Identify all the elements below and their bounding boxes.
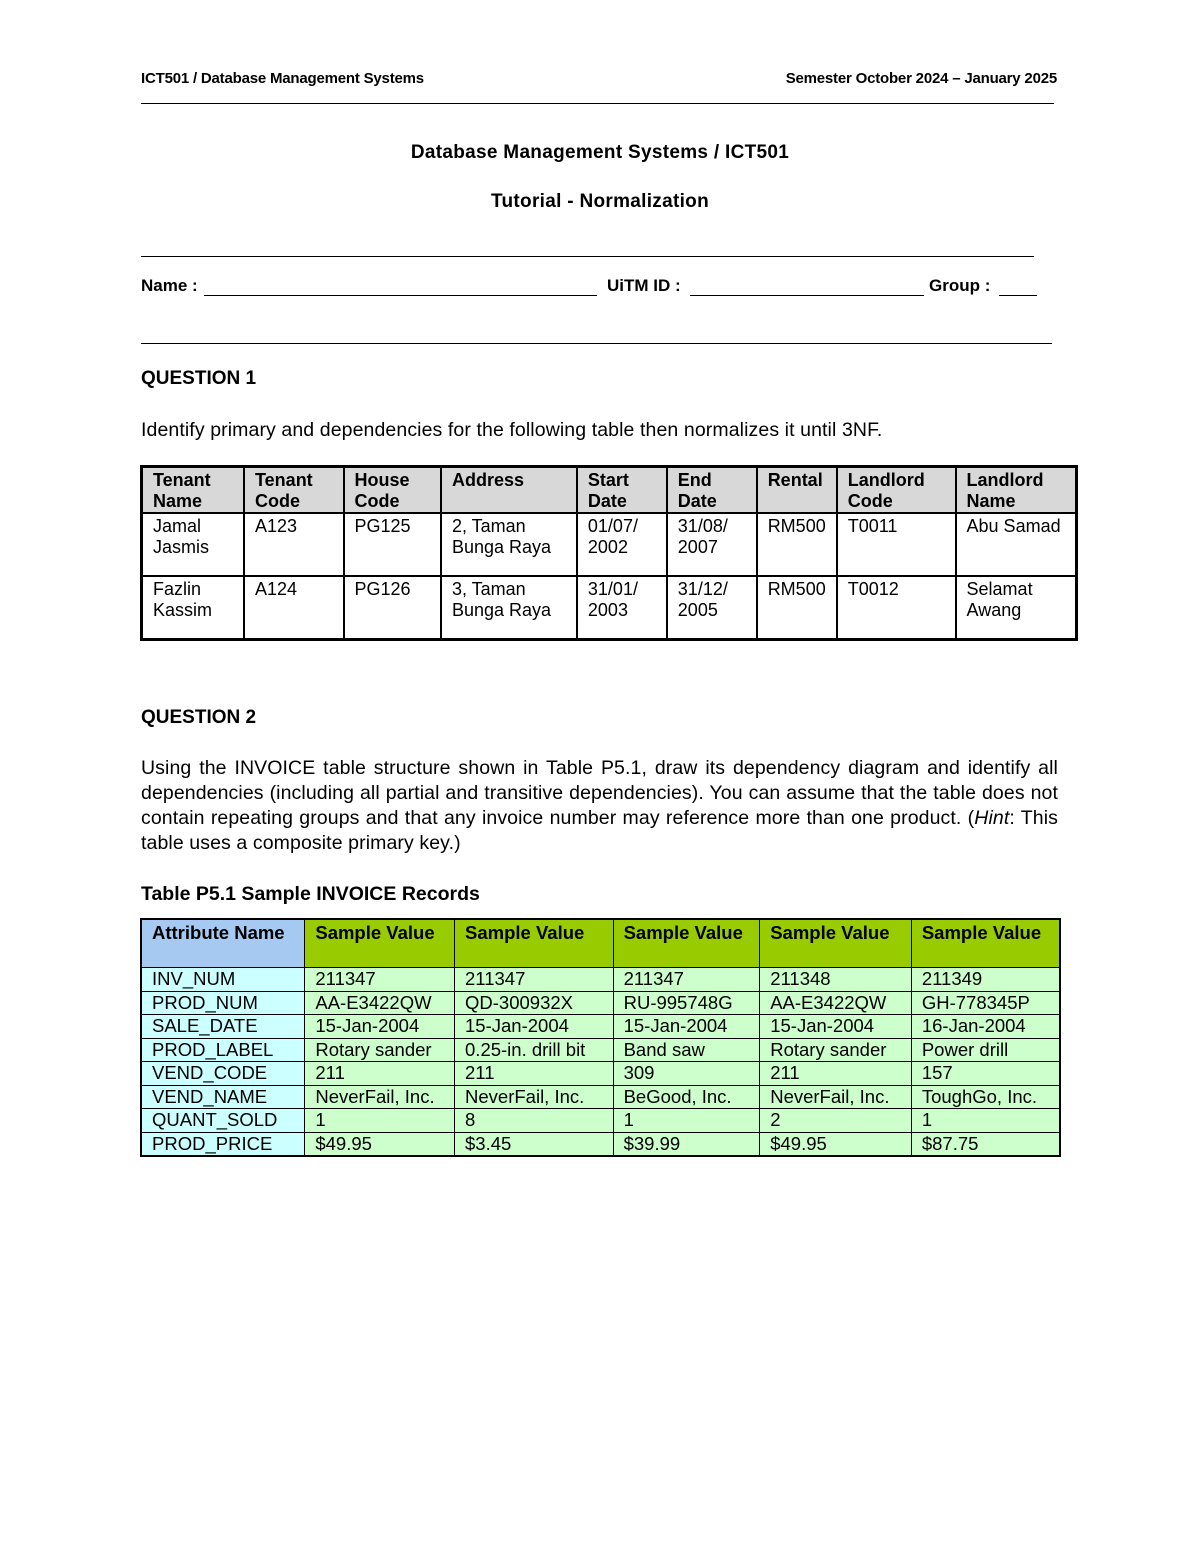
invoice-table-header: Sample Value [305, 919, 455, 968]
question-1-text: Identify primary and dependencies for the following table then normalizes it until 3NF. [141, 419, 883, 441]
invoice-table-cell: 1 [613, 1109, 760, 1133]
tenant-table-header: Start Date [577, 467, 667, 514]
invoice-table-cell: 211 [455, 1062, 614, 1086]
invoice-table-cell: VEND_CODE [141, 1062, 305, 1086]
invoice-table-cell: 15-Jan-2004 [760, 1015, 912, 1039]
invoice-table-cell: 8 [455, 1109, 614, 1133]
tenant-table-cell: PG126 [344, 576, 441, 640]
tenant-table-cell: Jamal Jasmis [142, 513, 245, 576]
table-row [141, 1038, 1060, 1062]
table-row [141, 968, 1060, 992]
invoice-table-cell: ToughGo, Inc. [911, 1085, 1060, 1109]
table-row [141, 1015, 1060, 1039]
invoice-table-header: Sample Value [613, 919, 760, 968]
tenant-table-cell: RM500 [757, 513, 837, 576]
form-bottom-rule [141, 343, 1052, 344]
question-1-heading: QUESTION 1 [141, 368, 257, 389]
invoice-table-cell: BeGood, Inc. [613, 1085, 760, 1109]
table-row [142, 576, 1077, 640]
tenant-table-header: Tenant Name [142, 467, 245, 514]
invoice-table-cell: 157 [911, 1062, 1060, 1086]
uitm-id-field[interactable] [690, 295, 924, 296]
table-caption: Table P5.1 Sample INVOICE Records [141, 883, 480, 905]
tenant-table-header: House Code [344, 467, 441, 514]
tenant-table-header: Landlord Code [837, 467, 956, 514]
invoice-table-header: Sample Value [760, 919, 912, 968]
invoice-table-cell: 211347 [613, 968, 760, 992]
tenant-table-cell: T0011 [837, 513, 956, 576]
invoice-table-header: Sample Value [911, 919, 1060, 968]
invoice-table-cell: 211347 [455, 968, 614, 992]
tenant-table-header: Rental [757, 467, 837, 514]
invoice-table-cell: $49.95 [305, 1132, 455, 1156]
tenant-table-cell: Fazlin Kassim [142, 576, 245, 640]
form-top-rule [141, 256, 1034, 257]
invoice-table-cell: 211347 [305, 968, 455, 992]
table-row [141, 1109, 1060, 1133]
tenant-table-header: End Date [667, 467, 757, 514]
question-2-text-part2: : This table uses a composite primary key.) [141, 807, 1059, 854]
tenant-table-cell: RM500 [757, 576, 837, 640]
invoice-table-cell: 15-Jan-2004 [305, 1015, 455, 1039]
invoice-table-cell: 15-Jan-2004 [455, 1015, 614, 1039]
invoice-table-cell: Band saw [613, 1038, 760, 1062]
table-row [141, 1085, 1060, 1109]
invoice-table-cell: 211 [305, 1062, 455, 1086]
tenant-table-cell: 31/12/ 2005 [667, 576, 757, 640]
tenant-table [140, 465, 1078, 641]
name-label: Name : [141, 276, 198, 295]
question-2-text-part1: Using the INVOICE table structure shown in Table P5.1, draw its dependency diagram and identify all dependencies (including all partial and transitive dependencies). You can assume that the table does not contain repeating groups and that any invoice number may reference more than one product. ( [141, 757, 1058, 829]
invoice-table-cell: 309 [613, 1062, 760, 1086]
tenant-table-header: Address [441, 467, 577, 514]
question-2-text [141, 756, 1058, 856]
invoice-table-cell: $39.99 [613, 1132, 760, 1156]
header-rule [141, 103, 1054, 104]
tenant-table-header [142, 467, 1077, 514]
hint-word: Hint [974, 807, 1010, 829]
tenant-table-cell: T0012 [837, 576, 956, 640]
group-field[interactable] [999, 295, 1037, 296]
document-title: Database Management Systems / ICT501 [410, 142, 790, 163]
invoice-table-cell: GH-778345P [911, 991, 1060, 1015]
tenant-table-header: Landlord Name [956, 467, 1077, 514]
invoice-table-header: Attribute Name [141, 919, 305, 968]
invoice-table-cell: AA-E3422QW [760, 991, 912, 1015]
tenant-table-cell: 31/08/ 2007 [667, 513, 757, 576]
table-row [141, 1132, 1060, 1156]
table-row [142, 513, 1077, 576]
header-course: ICT501 / Database Management Systems [141, 70, 424, 87]
invoice-table-cell: 211 [760, 1062, 912, 1086]
tenant-table-cell: 3, Taman Bunga Raya [441, 576, 577, 640]
tenant-table-cell: 31/01/ 2003 [577, 576, 667, 640]
invoice-table-cell: NeverFail, Inc. [760, 1085, 912, 1109]
tenant-table-cell: Abu Samad [956, 513, 1077, 576]
invoice-table [140, 918, 1061, 1157]
invoice-table-cell: 211349 [911, 968, 1060, 992]
invoice-table-cell: 2 [760, 1109, 912, 1133]
invoice-table-cell: $49.95 [760, 1132, 912, 1156]
group-label: Group : [929, 276, 991, 295]
invoice-table-cell: INV_NUM [141, 968, 305, 992]
invoice-table-cell: 211348 [760, 968, 912, 992]
invoice-table-cell: QUANT_SOLD [141, 1109, 305, 1133]
tenant-table-cell: Selamat Awang [956, 576, 1077, 640]
tenant-table-cell: 2, Taman Bunga Raya [441, 513, 577, 576]
invoice-table-cell: 1 [911, 1109, 1060, 1133]
invoice-table-cell: PROD_LABEL [141, 1038, 305, 1062]
tenant-table-cell: PG125 [344, 513, 441, 576]
invoice-table-cell: Rotary sander [760, 1038, 912, 1062]
invoice-table-cell: 15-Jan-2004 [613, 1015, 760, 1039]
table-row [141, 991, 1060, 1015]
invoice-table-cell: NeverFail, Inc. [455, 1085, 614, 1109]
invoice-table-cell: AA-E3422QW [305, 991, 455, 1015]
question-2-heading: QUESTION 2 [141, 707, 257, 728]
tenant-table-cell: 01/07/ 2002 [577, 513, 667, 576]
invoice-table-cell: PROD_PRICE [141, 1132, 305, 1156]
invoice-table-cell: $87.75 [911, 1132, 1060, 1156]
invoice-table-cell: NeverFail, Inc. [305, 1085, 455, 1109]
invoice-table-cell: $3.45 [455, 1132, 614, 1156]
invoice-table-cell: Power drill [911, 1038, 1060, 1062]
header-semester: Semester October 2024 – January 2025 [785, 70, 1057, 87]
invoice-table-cell: RU-995748G [613, 991, 760, 1015]
invoice-table-cell: QD-300932X [455, 991, 614, 1015]
name-field[interactable] [204, 295, 597, 296]
tenant-table-header: Tenant Code [244, 467, 343, 514]
invoice-table-cell: 1 [305, 1109, 455, 1133]
document-subtitle: Tutorial - Normalization [491, 191, 709, 212]
table-row [141, 1062, 1060, 1086]
invoice-table-header [141, 919, 1060, 968]
invoice-table-cell: Rotary sander [305, 1038, 455, 1062]
invoice-table-cell: 16-Jan-2004 [911, 1015, 1060, 1039]
tenant-table-cell: A123 [244, 513, 343, 576]
invoice-table-cell: SALE_DATE [141, 1015, 305, 1039]
invoice-table-cell: PROD_NUM [141, 991, 305, 1015]
uitm-id-label: UiTM ID : [607, 276, 681, 295]
tenant-table-cell: A124 [244, 576, 343, 640]
invoice-table-cell: VEND_NAME [141, 1085, 305, 1109]
invoice-table-cell: 0.25-in. drill bit [455, 1038, 614, 1062]
invoice-table-header: Sample Value [455, 919, 614, 968]
